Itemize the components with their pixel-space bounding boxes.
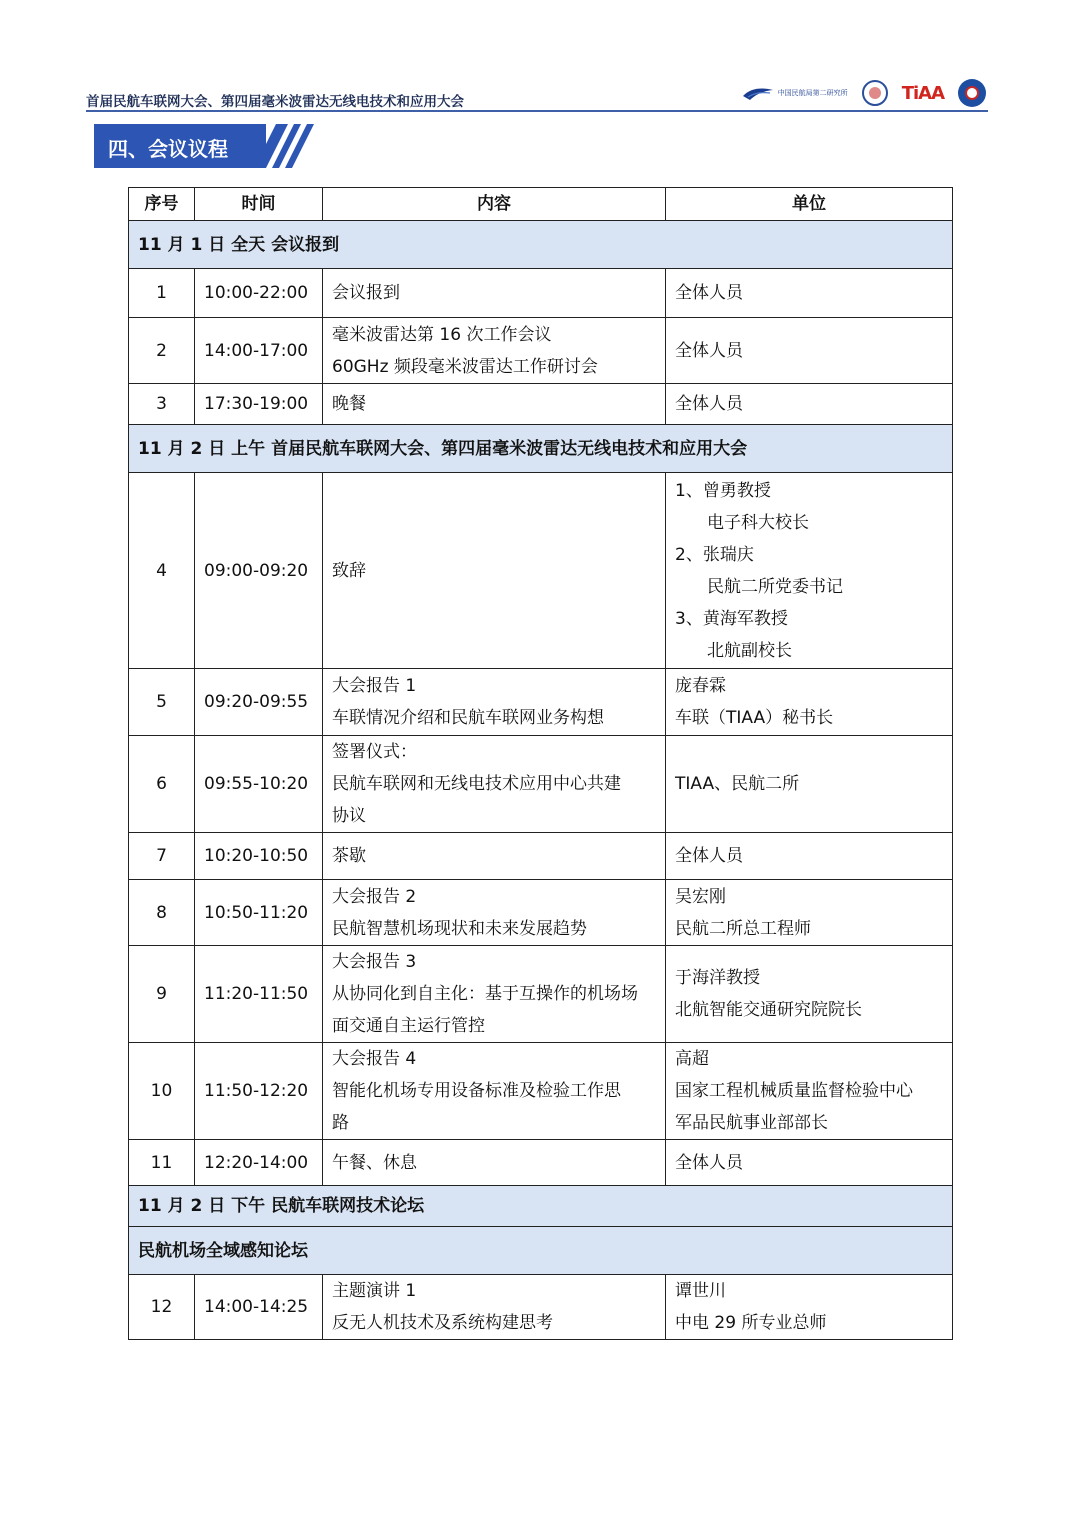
slash-stripes-icon bbox=[254, 124, 324, 168]
cell-content bbox=[323, 318, 666, 384]
table-row bbox=[129, 384, 953, 425]
cell-time: 11:50-12:20 bbox=[195, 1043, 323, 1140]
cell-no: 12 bbox=[129, 1275, 195, 1340]
cell-time: 09:20-09:55 bbox=[195, 669, 323, 736]
content-line: 大会报告 2 bbox=[332, 886, 417, 907]
section-title: 四、会议议程 bbox=[108, 137, 228, 161]
content-line: 智能化机场专用设备标准及检验工作思 bbox=[332, 1081, 621, 1101]
section-row-label: 11 月 2 日 上午 首届民航车联网大会、第四届毫米波雷达无线电技术和应用大会 bbox=[129, 425, 953, 473]
cell-unit bbox=[666, 473, 953, 669]
table-row bbox=[129, 318, 953, 384]
logo-group bbox=[742, 76, 986, 110]
cell-no: 3 bbox=[129, 384, 195, 425]
cell-unit bbox=[666, 1043, 953, 1140]
cell-unit bbox=[666, 833, 953, 880]
cell-time: 12:20-14:00 bbox=[195, 1140, 323, 1186]
cell-unit bbox=[666, 1140, 953, 1186]
column-header-time: 时间 bbox=[195, 188, 323, 221]
cell-time: 10:20-10:50 bbox=[195, 833, 323, 880]
section-row bbox=[129, 425, 953, 473]
content-line: 茶歇 bbox=[332, 846, 366, 866]
tiaa-logo bbox=[902, 83, 944, 104]
unit-line: TIAA、民航二所 bbox=[675, 774, 800, 794]
unit-line: 全体人员 bbox=[675, 1152, 743, 1173]
cell-time: 14:00-14:25 bbox=[195, 1275, 323, 1340]
wing-icon bbox=[742, 85, 774, 101]
unit-line: 全体人员 bbox=[675, 394, 743, 414]
table-row bbox=[129, 669, 953, 736]
content-line: 大会报告 1 bbox=[332, 676, 417, 696]
unit-line: 于海洋教授 bbox=[675, 968, 760, 988]
cell-content bbox=[323, 833, 666, 880]
section-row-label: 民航机场全域感知论坛 bbox=[129, 1227, 953, 1275]
unit-line: 中电 29 所专业总师 bbox=[675, 1313, 827, 1333]
content-line: 大会报告 4 bbox=[332, 1049, 417, 1069]
cell-time: 11:20-11:50 bbox=[195, 946, 323, 1043]
section-row-label: 11 月 2 日 下午 民航车联网技术论坛 bbox=[129, 1186, 953, 1227]
cell-content bbox=[323, 473, 666, 669]
unit-line: 庞春霖 bbox=[675, 676, 726, 696]
header-divider bbox=[86, 110, 988, 112]
table-header-row bbox=[129, 188, 953, 221]
content-line: 致辞 bbox=[332, 560, 366, 581]
unit-line: 谭世川 bbox=[675, 1281, 726, 1301]
table-row bbox=[129, 1275, 953, 1340]
cell-no: 8 bbox=[129, 880, 195, 946]
unit-line: 1、曾勇教授 bbox=[675, 480, 771, 501]
cell-no: 11 bbox=[129, 1140, 195, 1186]
unit-line: 电子科大校长 bbox=[707, 512, 809, 533]
cell-no: 6 bbox=[129, 736, 195, 833]
agenda-table bbox=[128, 187, 953, 1340]
tiaa-logo-text: TiAA bbox=[901, 82, 944, 104]
content-line: 会议报到 bbox=[332, 283, 400, 303]
content-line: 晚餐 bbox=[332, 394, 366, 414]
content-line: 签署仪式： bbox=[332, 742, 417, 762]
unit-line: 军品民航事业部部长 bbox=[675, 1113, 828, 1133]
cell-time: 10:00-22:00 bbox=[195, 269, 323, 318]
content-line: 民航车联网和无线电技术应用中心共建 bbox=[332, 774, 621, 794]
table-row bbox=[129, 946, 953, 1043]
unit-line: 北航智能交通研究院院长 bbox=[675, 1000, 862, 1020]
cell-no: 1 bbox=[129, 269, 195, 318]
content-line: 毫米波雷达第 16 次工作会议 bbox=[332, 324, 552, 345]
column-header-content: 内容 bbox=[323, 188, 666, 221]
content-line: 路 bbox=[332, 1113, 349, 1133]
header-title: 首届民航车联网大会、第四届毫米波雷达无线电技术和应用大会 bbox=[86, 94, 464, 110]
cell-content bbox=[323, 880, 666, 946]
cell-unit bbox=[666, 736, 953, 833]
unit-line: 全体人员 bbox=[675, 340, 743, 361]
unit-line: 全体人员 bbox=[675, 283, 743, 303]
unit-line: 3、黄海军教授 bbox=[675, 608, 788, 629]
cell-content bbox=[323, 669, 666, 736]
cell-time: 09:00-09:20 bbox=[195, 473, 323, 669]
content-line: 面交通自主运行管控 bbox=[332, 1016, 485, 1036]
unit-line: 2、张瑞庆 bbox=[675, 544, 754, 565]
cell-time: 10:50-11:20 bbox=[195, 880, 323, 946]
table-row bbox=[129, 1043, 953, 1140]
cell-unit bbox=[666, 669, 953, 736]
section-row bbox=[129, 1186, 953, 1227]
unit-line: 高超 bbox=[675, 1049, 709, 1069]
section-row bbox=[129, 221, 953, 269]
cell-unit bbox=[666, 269, 953, 318]
cell-no: 9 bbox=[129, 946, 195, 1043]
institute-seal-icon bbox=[862, 80, 888, 106]
cell-content bbox=[323, 1140, 666, 1186]
content-line: 民航智慧机场现状和未来发展趋势 bbox=[332, 918, 587, 939]
university-seal-icon bbox=[958, 79, 986, 107]
cell-content bbox=[323, 384, 666, 425]
cell-no: 4 bbox=[129, 473, 195, 669]
content-line: 协议 bbox=[332, 806, 366, 826]
cell-no: 5 bbox=[129, 669, 195, 736]
content-line: 从协同化到自主化：基于互操作的机场场 bbox=[332, 984, 638, 1004]
section-row bbox=[129, 1227, 953, 1275]
table-row bbox=[129, 1140, 953, 1186]
cell-unit bbox=[666, 946, 953, 1043]
cell-unit bbox=[666, 1275, 953, 1340]
table-row bbox=[129, 473, 953, 669]
unit-line: 民航二所党委书记 bbox=[707, 576, 843, 597]
caac-logo bbox=[742, 85, 848, 101]
unit-line: 车联（TIAA）秘书长 bbox=[675, 708, 834, 728]
cell-content bbox=[323, 736, 666, 833]
unit-line: 吴宏刚 bbox=[675, 886, 726, 907]
unit-line: 全体人员 bbox=[675, 846, 743, 866]
cell-unit bbox=[666, 384, 953, 425]
table-row bbox=[129, 833, 953, 880]
cell-time: 17:30-19:00 bbox=[195, 384, 323, 425]
section-row-label: 11 月 1 日 全天 会议报到 bbox=[129, 221, 953, 269]
caac-logo-text: 中国民航局第二研究所 bbox=[777, 89, 848, 97]
page-header bbox=[86, 72, 986, 112]
content-line: 主题演讲 1 bbox=[332, 1281, 417, 1301]
cell-content bbox=[323, 1043, 666, 1140]
cell-time: 09:55-10:20 bbox=[195, 736, 323, 833]
table-row bbox=[129, 880, 953, 946]
cell-no: 2 bbox=[129, 318, 195, 384]
table-row bbox=[129, 269, 953, 318]
content-line: 大会报告 3 bbox=[332, 952, 417, 972]
cell-time: 14:00-17:00 bbox=[195, 318, 323, 384]
unit-line: 民航二所总工程师 bbox=[675, 918, 811, 939]
unit-line: 国家工程机械质量监督检验中心 bbox=[675, 1081, 913, 1101]
content-line: 午餐、休息 bbox=[332, 1152, 417, 1173]
cell-content bbox=[323, 269, 666, 318]
content-line: 60GHz 频段毫米波雷达工作研讨会 bbox=[332, 356, 598, 377]
table-row bbox=[129, 736, 953, 833]
column-header-no: 序号 bbox=[129, 188, 195, 221]
cell-no: 10 bbox=[129, 1043, 195, 1140]
cell-content bbox=[323, 946, 666, 1043]
cell-no: 7 bbox=[129, 833, 195, 880]
cell-unit bbox=[666, 318, 953, 384]
cell-content bbox=[323, 1275, 666, 1340]
content-line: 车联情况介绍和民航车联网业务构想 bbox=[332, 708, 604, 728]
content-line: 反无人机技术及系统构建思考 bbox=[332, 1313, 553, 1333]
unit-line: 北航副校长 bbox=[707, 640, 792, 661]
column-header-unit: 单位 bbox=[666, 188, 953, 221]
cell-unit bbox=[666, 880, 953, 946]
section-heading bbox=[94, 124, 324, 168]
